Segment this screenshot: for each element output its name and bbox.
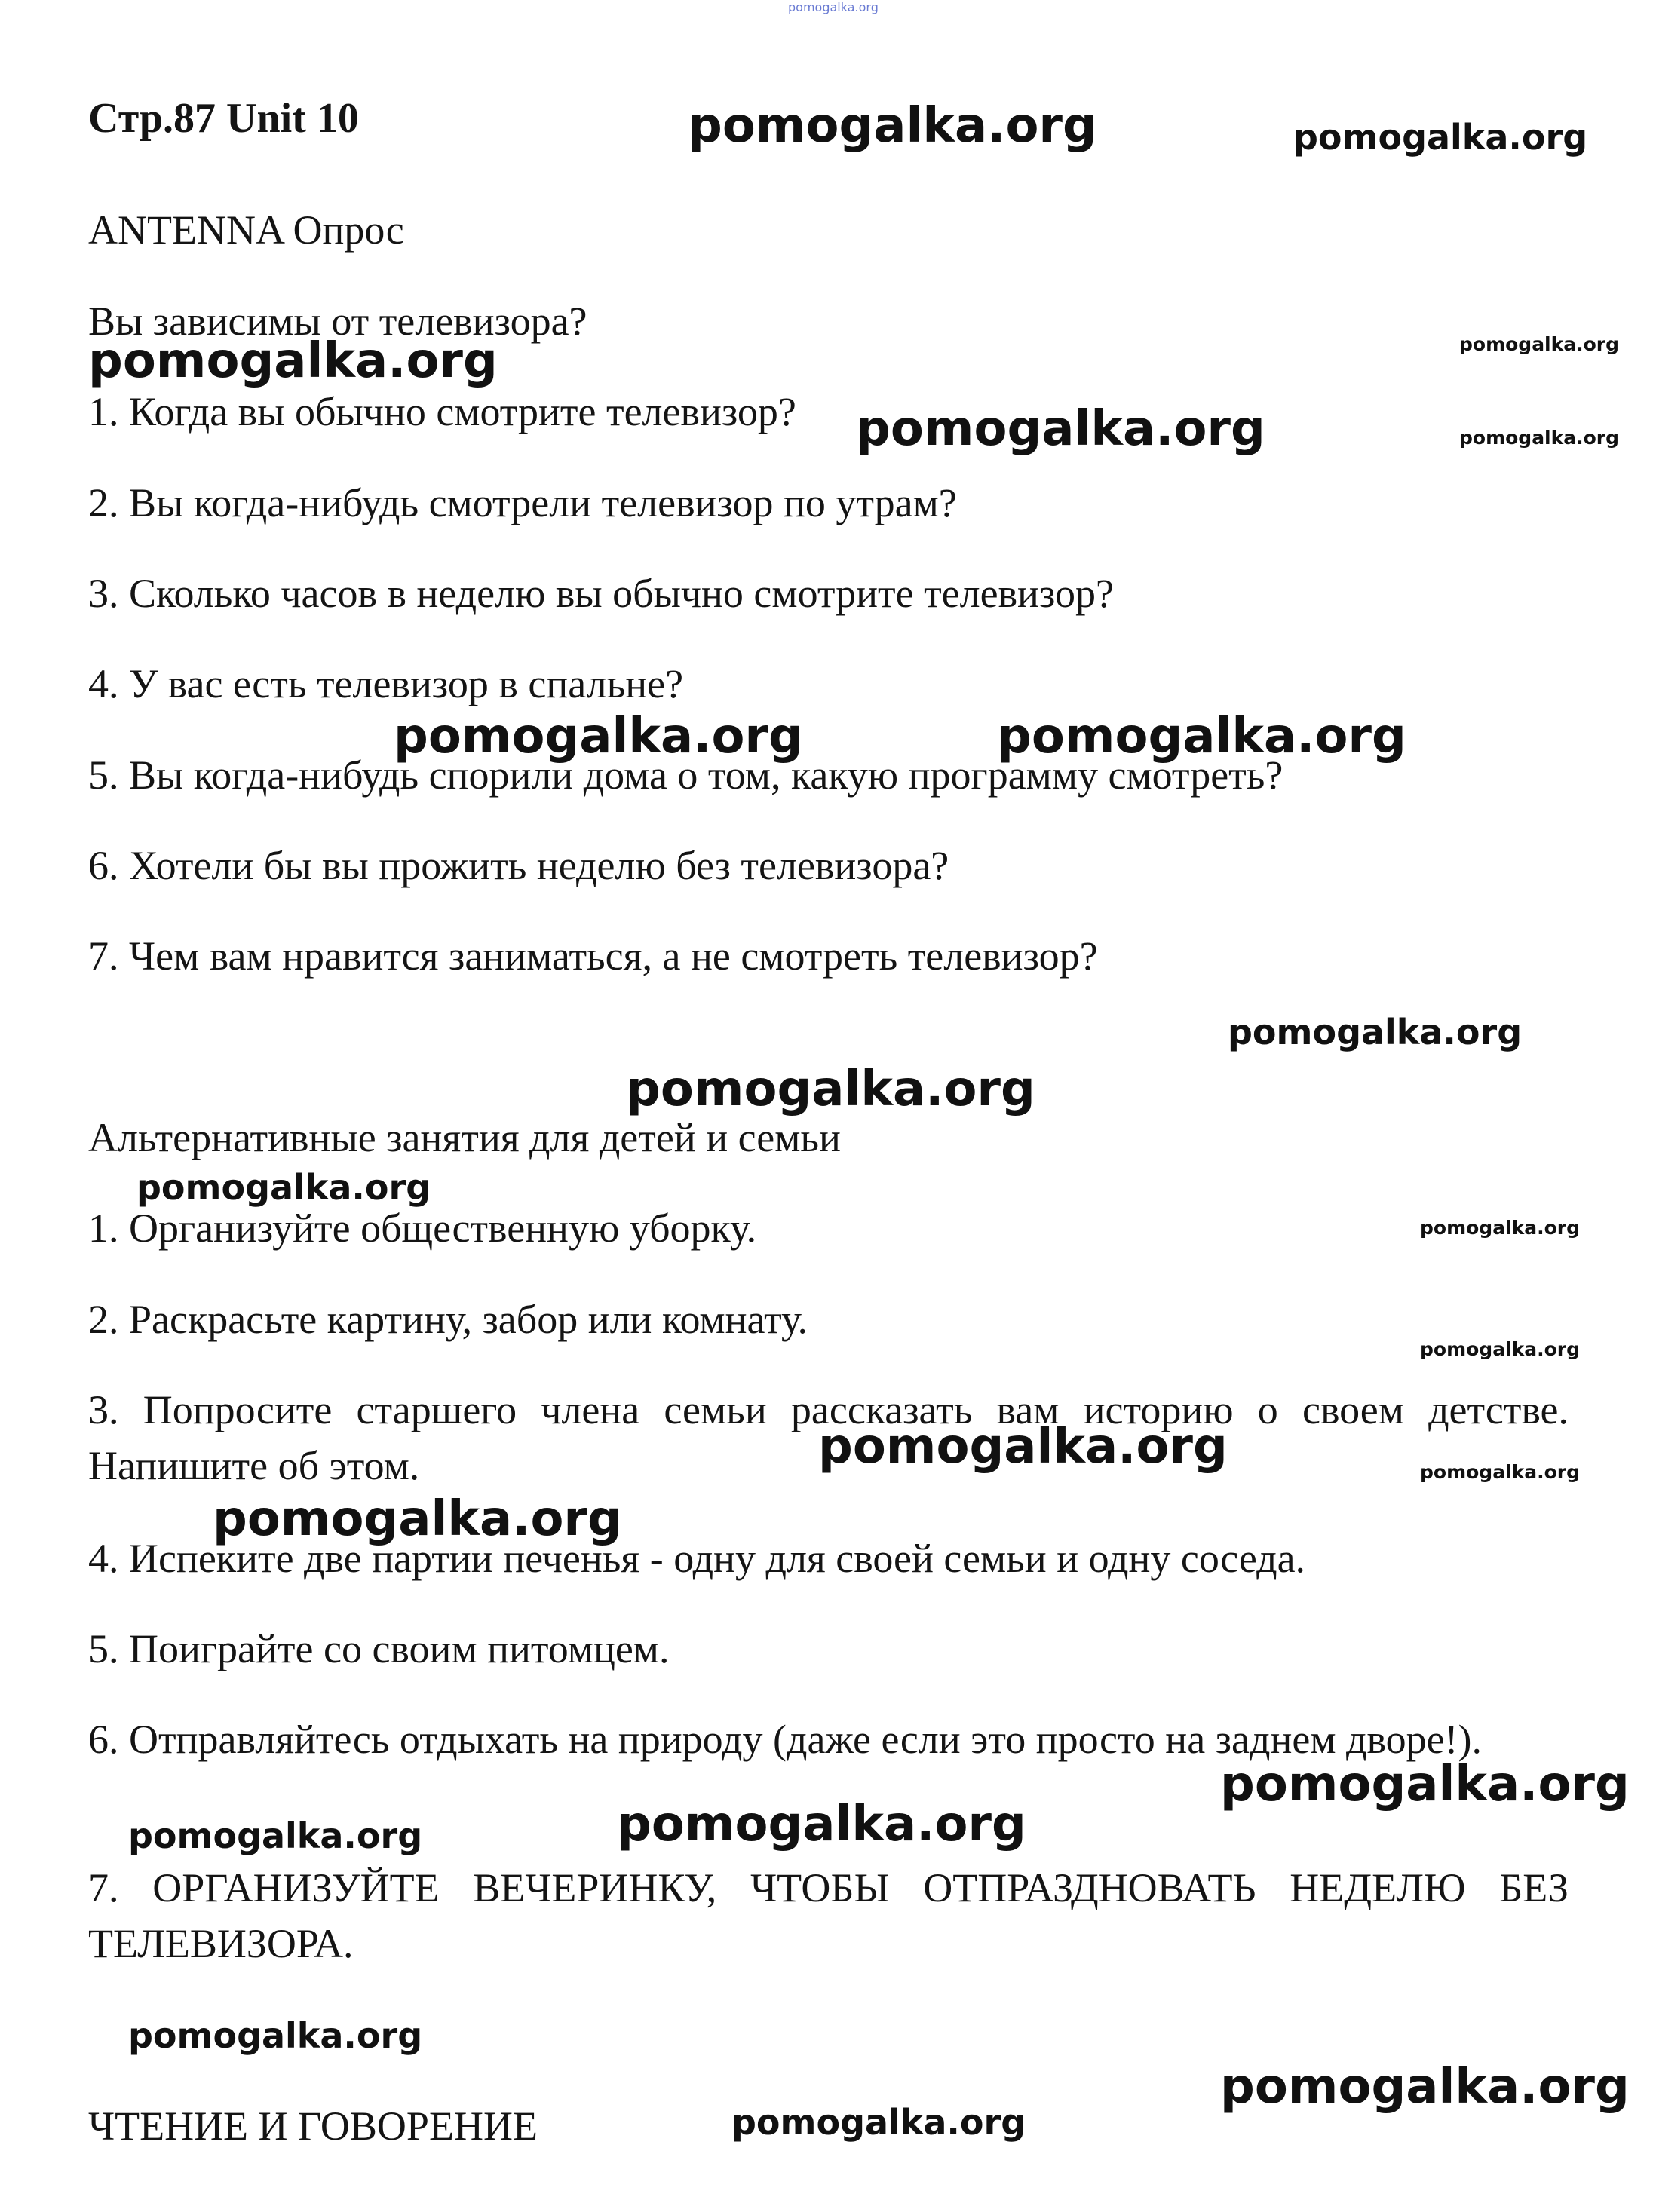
watermark: pomogalka.org — [731, 2102, 1026, 2143]
watermark: pomogalka.org — [818, 1419, 1228, 1475]
watermark: pomogalka.org — [136, 1167, 431, 1208]
activity-item: 7. ОРГАНИЗУЙТЕ ВЕЧЕРИНКУ, ЧТОБЫ ОТПРАЗДНОВАТЬ НЕДЕЛЮ БЕЗ ТЕЛЕВИЗОРА. — [88, 1865, 1569, 1966]
survey-item: 1. Когда вы обычно смотрите телевизор? — [88, 389, 796, 434]
watermark: pomogalka.org — [1293, 117, 1588, 158]
watermark: pomogalka.org — [394, 709, 803, 764]
activities-title: Альтернативные занятия для детей и семьи — [88, 1115, 841, 1160]
survey-item: 5. Вы когда-нибудь спорили дома о том, какую программу смотреть? — [88, 752, 1283, 798]
watermark: pomogalka.org — [1228, 1012, 1523, 1052]
survey-title: ANTENNA Опрос — [88, 207, 404, 253]
watermark: pomogalka.org — [1420, 1461, 1581, 1483]
watermark: pomogalka.org — [1459, 427, 1620, 449]
watermark: pomogalka.org — [128, 2015, 423, 2056]
watermark: pomogalka.org — [1220, 1757, 1630, 1812]
watermark: pomogalka.org — [1420, 1217, 1581, 1239]
survey-question: Вы зависимы от телевизора? — [88, 299, 587, 344]
watermark: pomogalka.org — [1420, 1338, 1581, 1360]
survey-item: 6. Хотели бы вы прожить неделю без телевизора? — [88, 843, 949, 888]
watermark: pomogalka.org — [88, 333, 498, 389]
section-footer: ЧТЕНИЕ И ГОВОРЕНИЕ — [88, 2103, 538, 2149]
page-title: Стр.87 Unit 10 — [88, 95, 359, 142]
activity-item: 6. Отправляйтесь отдыхать на природу (даже если это просто на заднем дворе!). — [88, 1717, 1483, 1762]
watermark: pomogalka.org — [788, 0, 879, 14]
activity-item: 3. Попросите старшего члена семьи рассказать вам историю о своем детстве. Напишите об этом. — [88, 1387, 1569, 1488]
activity-item: 4. Испеките две партии печенья - одну для своей семьи и одну соседа. — [88, 1536, 1306, 1581]
watermark: pomogalka.org — [617, 1797, 1026, 1852]
activity-item: 2. Раскрасьте картину, забор или комнату. — [88, 1297, 808, 1342]
survey-item: 2. Вы когда-нибудь смотрели телевизор по утрам? — [88, 480, 957, 525]
watermark: pomogalka.org — [997, 709, 1406, 764]
watermark: pomogalka.org — [626, 1062, 1035, 1117]
survey-item: 7. Чем вам нравится заниматься, а не смотреть телевизор? — [88, 933, 1098, 979]
survey-item: 3. Сколько часов в неделю вы обычно смотрите телевизор? — [88, 571, 1114, 616]
watermark: pomogalka.org — [688, 98, 1097, 154]
activity-item: 5. Поиграйте со своим питомцем. — [88, 1626, 670, 1671]
watermark: pomogalka.org — [856, 401, 1265, 457]
watermark: pomogalka.org — [213, 1491, 622, 1547]
watermark: pomogalka.org — [1459, 333, 1620, 355]
survey-item: 4. У вас есть телевизор в спальне? — [88, 661, 684, 706]
watermark: pomogalka.org — [128, 1815, 423, 1856]
watermark: pomogalka.org — [1220, 2059, 1630, 2115]
activity-item: 1. Организуйте общественную уборку. — [88, 1206, 757, 1251]
